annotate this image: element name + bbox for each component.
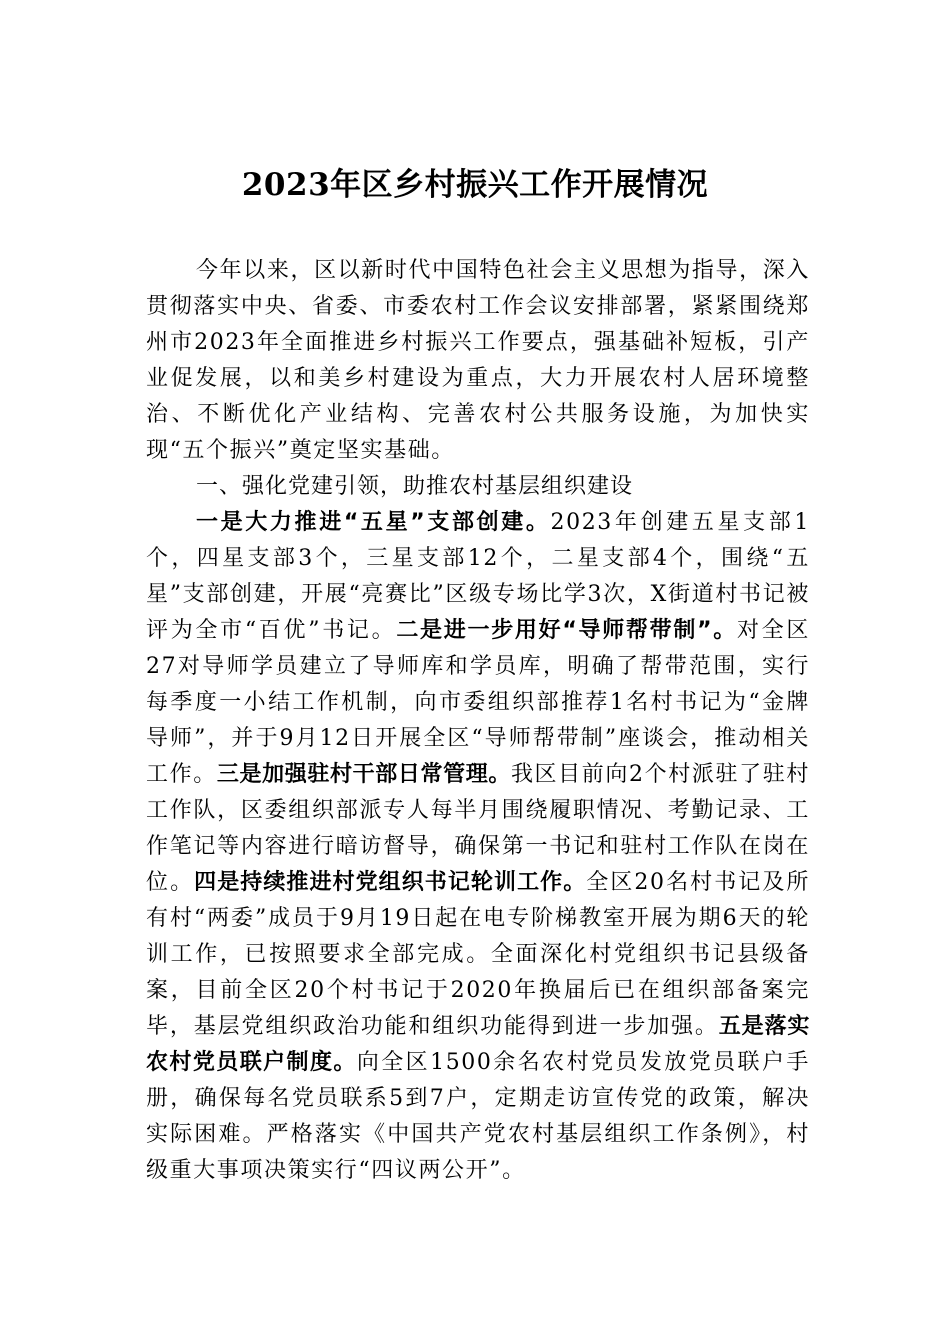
section-heading: 一、强化党建引领，助推农村基层组织建设: [196, 474, 634, 499]
point-2-text: 对全区27对导师学员建立了导师库和学员库，明确了帮带范围，实行每季度一小结工作机制，向市委组织部推荐1名村书记为“金牌导师”，并于9月12日开展全区“导师帮带制”座谈会，推动相关工作。: [146, 618, 810, 787]
document-body: [146, 253, 810, 1189]
point-4-text: 全区20名村书记及所有村“两委”成员于9月19日起在电专阶梯教室开展为期6天的轮训工作，已按照要求全部完成。全面深化村党组织书记县级备案，目前全区20个村书记于2020年换届后已在组织部备案完毕，基层党组织政治功能和组织功能得到进一步加强。: [146, 870, 811, 1039]
point-5-text: 向全区1500余名农村党员发放党员联户手册，确保每名党员联系5到7户，定期走访宣传党的政策，解决实际困难。严格落实《中国共产党农村基层组织工作条例》，村级重大事项决策实行“四议两公开”。: [146, 1050, 810, 1183]
point-1-text: 2023年创建五星支部1个，四星支部3个，三星支部12个，二星支部4个，围绕“五星”支部创建，开展“亮赛比”区级专场比学3次，X街道村书记被评为全市“百优”书记。: [146, 510, 810, 643]
section-paragraph: [146, 505, 810, 1189]
point-3-text: 我区目前向2个村派驻了驻村工作队，区委组织部派专人每半月围绕履职情况、考勤记录、工作笔记等内容进行暗访督导，确保第一书记和驻村工作队在岗在位。: [146, 762, 810, 895]
intro-paragraph: 今年以来，区以新时代中国特色社会主义思想为指导，深入贯彻落实中央、省委、市委农村工作会议安排部署，紧紧围绕郑州市2023年全面推进乡村振兴工作要点，强基础补短板，引产业促发展，以和美乡村建设为重点，大力开展农村人居环境整治、不断优化产业结构、完善农村公共服务设施，为加快实现“五个振兴”奠定坚实基础。: [146, 258, 810, 463]
point-1-lead: 一是大力推进“五星”支部创建。: [196, 510, 551, 535]
point-4-lead: 四是持续推进村党组织书记轮训工作。: [194, 870, 587, 895]
document-title: 2023年区乡村振兴工作开展情况: [241, 167, 709, 203]
point-2-lead: 二是进一步用好“导师帮带制”。: [396, 618, 737, 643]
point-3-lead: 三是加强驻村干部日常管理。: [216, 762, 511, 787]
point-5-lead: 五是落实农村党员联户制度。: [146, 1014, 810, 1075]
